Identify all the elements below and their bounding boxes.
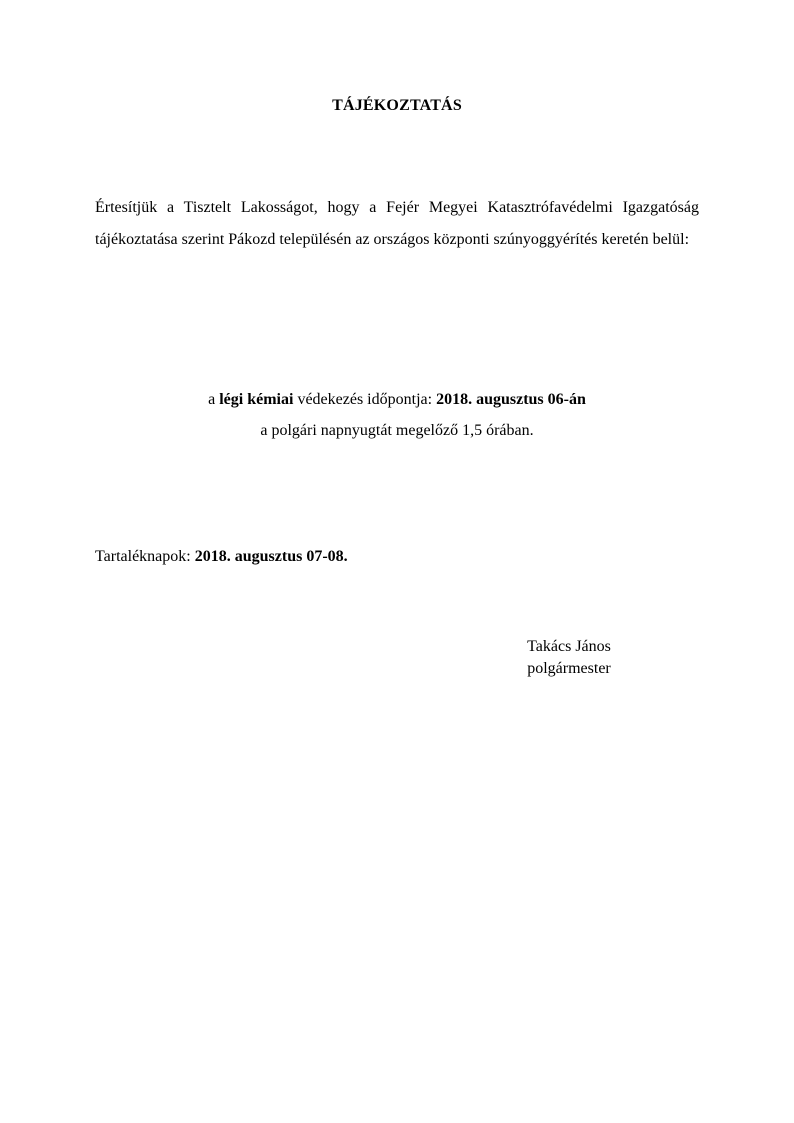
signature-block	[500, 636, 638, 680]
announcement-middle: védekezés időpontja:	[293, 391, 437, 408]
announcement-block	[0, 384, 794, 446]
signature-role: polgármester	[527, 660, 611, 677]
signature-name: Takács János	[527, 638, 611, 655]
reserve-label: Tartaléknapok:	[95, 548, 195, 565]
announcement-method: légi kémiai	[219, 391, 294, 408]
announcement-line-1	[0, 384, 794, 415]
document-title: TÁJÉKOZTATÁS	[332, 97, 462, 114]
announcement-line-2: a polgári napnyugtát megelőző 1,5 órában.	[260, 422, 534, 439]
reserve-dates: 2018. augusztus 07-08.	[194, 548, 348, 565]
announcement-date: 2018. augusztus 06-án	[436, 391, 586, 408]
intro-paragraph: Értesítjük a Tisztelt Lakosságot, hogy a Fejér Megyei Katasztrófavédelmi Igazgatóság tájékoztatása szerint Pákozd településén az országos központi szúnyoggyérítés keretén belül:	[95, 199, 699, 248]
announcement-prefix: a	[208, 391, 220, 408]
reserve-days	[95, 546, 348, 568]
